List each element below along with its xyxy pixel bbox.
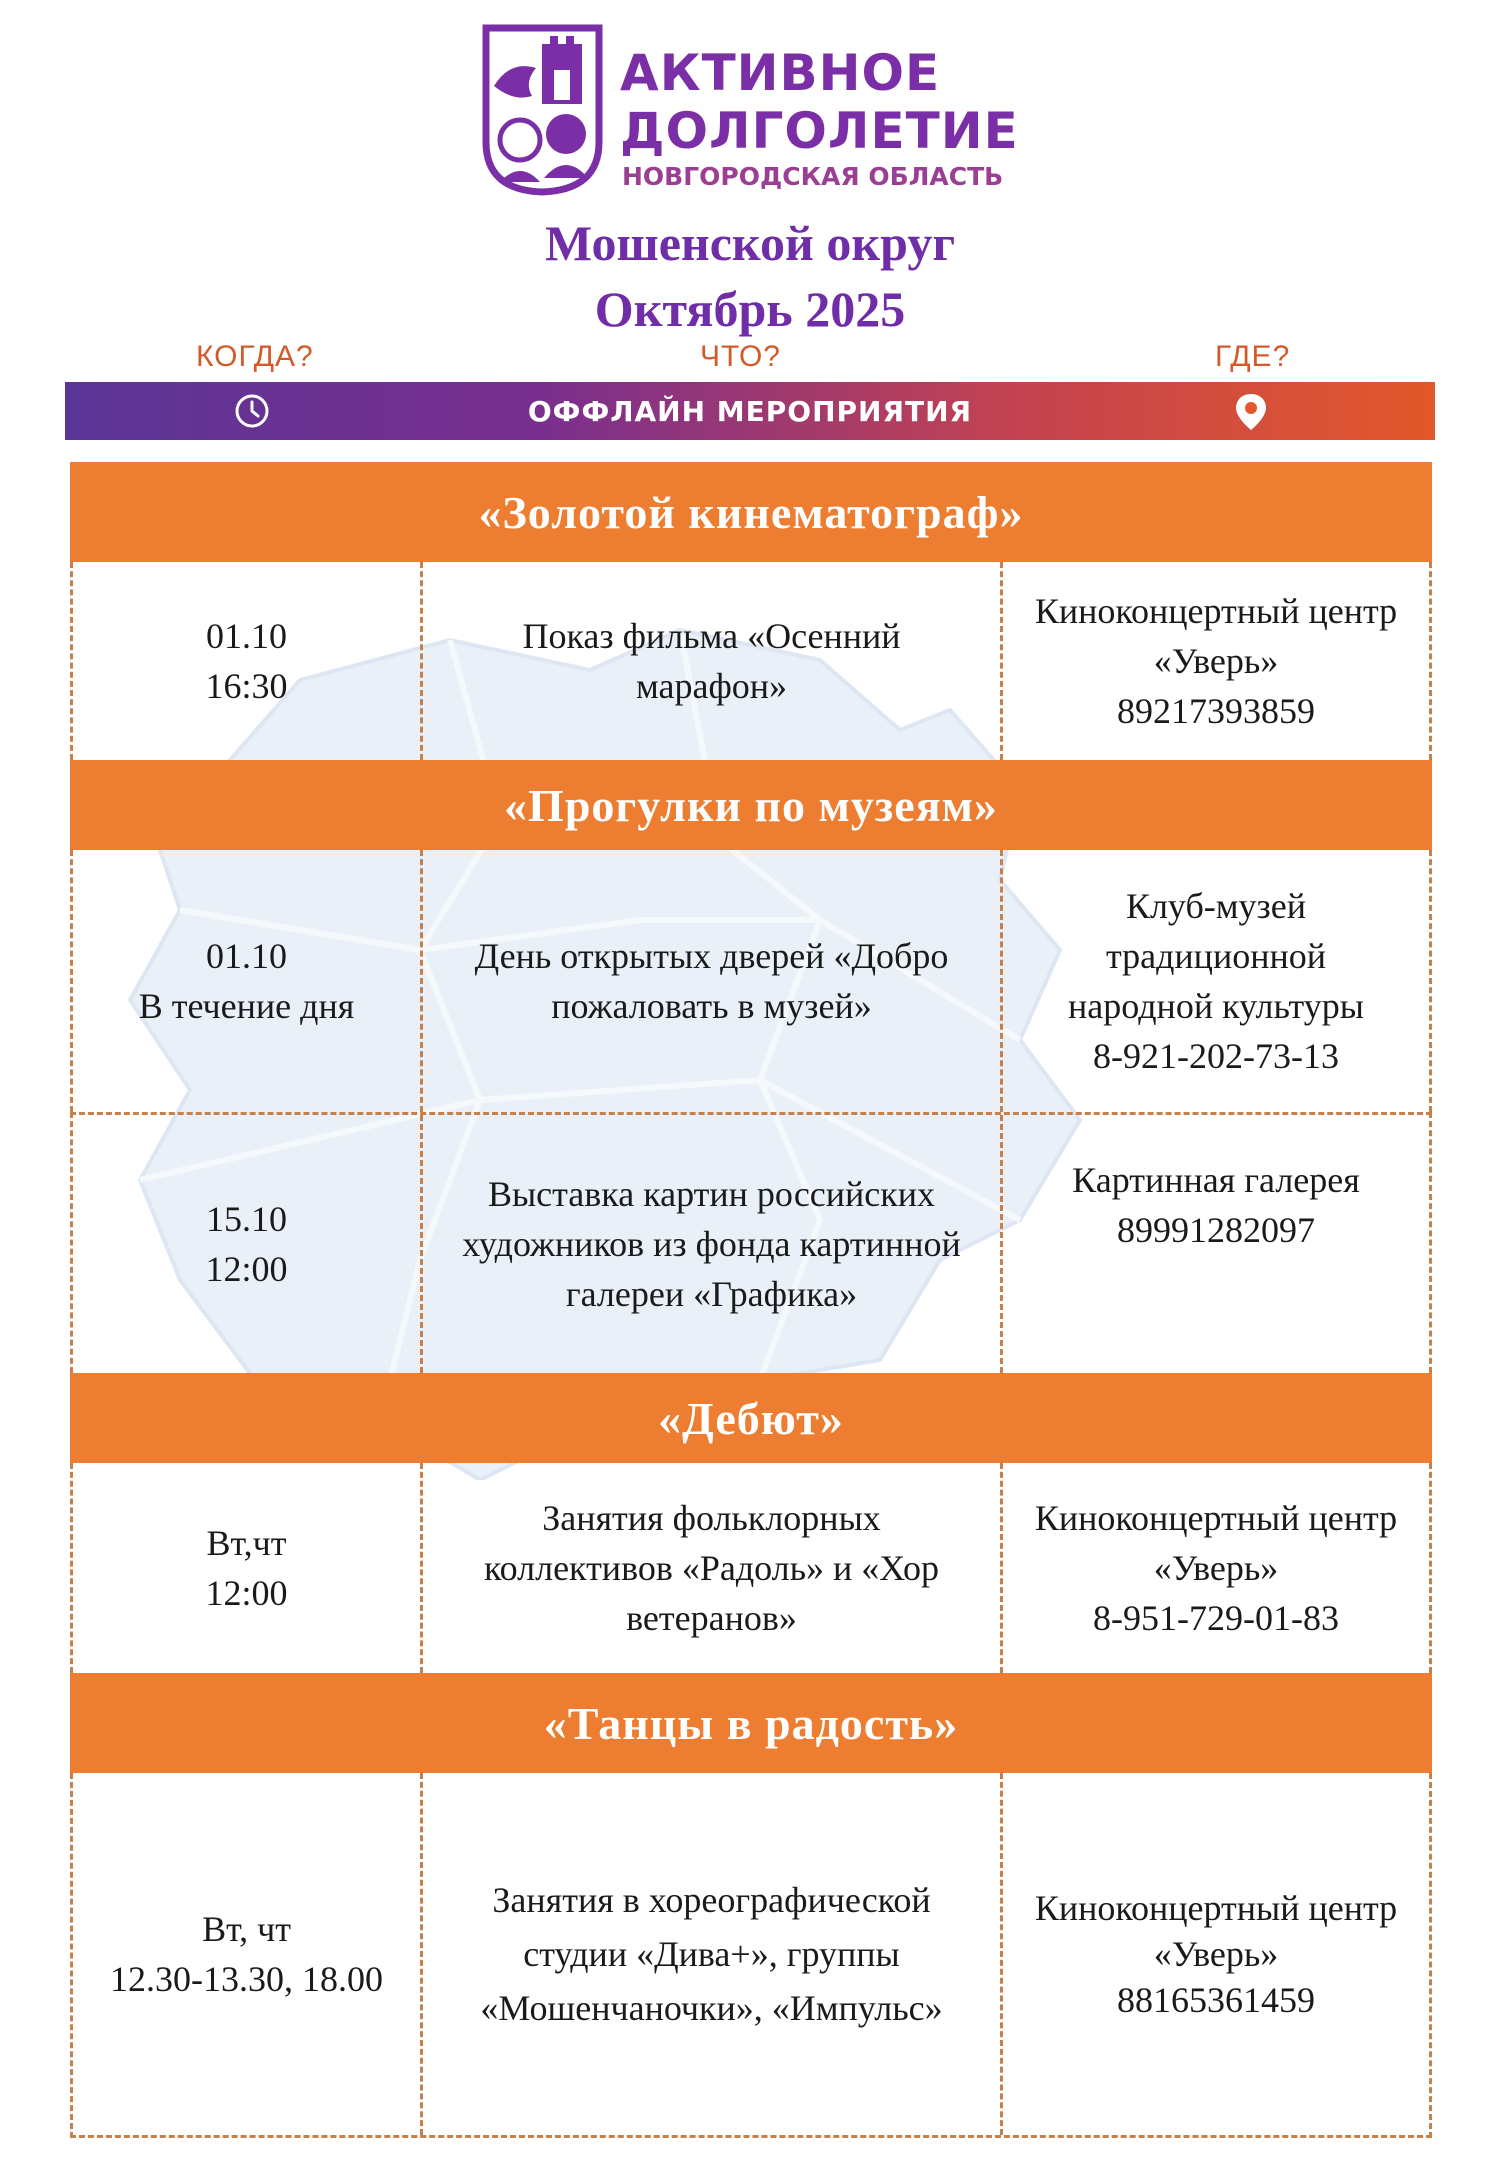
event-when: 15.10 12:00 [73, 1115, 423, 1373]
event-what: Занятия в хореографической студии «Дива+», группы «Мошенчаночки», «Импульс» [423, 1773, 1003, 2135]
clock-icon [233, 392, 271, 430]
location-pin-icon [1233, 392, 1269, 432]
logo-emblem-icon [480, 22, 605, 197]
category-header: «Дебют» [70, 1373, 1432, 1463]
category-header: «Прогулки по музеям» [70, 760, 1432, 850]
logo [480, 22, 1040, 197]
event-row [70, 1773, 1432, 2138]
schedule-table [70, 462, 1432, 2138]
event-where: Киноконцертный центр «Уверь» 88165361459 [1034, 1888, 1398, 2020]
column-label-what: ЧТО? [700, 340, 781, 373]
column-label-when: КОГДА? [196, 340, 314, 373]
logo-region-line: НОВГОРОДСКАЯ ОБЛАСТЬ [622, 162, 1004, 191]
event-where: Киноконцертный центр «Уверь» 8-951-729-01-83 [1034, 1498, 1398, 1638]
event-when: 01.10 В течение дня [73, 850, 423, 1112]
event-when: Вт, чт 12.30-13.30, 18.00 [73, 1773, 423, 2135]
column-label-where: ГДЕ? [1215, 340, 1291, 373]
page-title-month: Октябрь 2025 [594, 281, 906, 337]
event-what: Показ фильма «Осенний марафон» [423, 562, 1003, 760]
page-title-district: Мошенской округ [544, 215, 956, 271]
event-row [70, 1463, 1432, 1673]
event-where: Картинная галерея 89991282097 [1072, 1160, 1360, 1250]
banner-title: ОФФЛАЙН МЕРОПРИЯТИЯ [527, 394, 973, 428]
offline-events-banner [65, 382, 1435, 440]
logo-line-2: ДОЛГОЛЕТИЕ [620, 102, 1019, 160]
event-what: Занятия фольклорных коллективов «Радоль» и «Хор ветеранов» [423, 1463, 1003, 1673]
event-where: Клуб-музей традиционной народной культуры 8-921-202-73-13 [1068, 886, 1364, 1076]
category-header: «Золотой кинематограф» [70, 462, 1432, 562]
event-where: Киноконцертный центр «Уверь» 89217393859 [1034, 591, 1398, 731]
event-when: Вт,чт 12:00 [73, 1463, 423, 1673]
event-row [70, 562, 1432, 760]
event-row [70, 850, 1432, 1112]
category-header: «Танцы в радость» [70, 1673, 1432, 1773]
event-what: Выставка картин российских художников из фонда картинной галереи «Графика» [423, 1115, 1003, 1373]
event-row [70, 1112, 1432, 1373]
event-when: 01.10 16:30 [73, 562, 423, 760]
logo-line-1: АКТИВНОЕ [620, 44, 941, 102]
event-what: День открытых дверей «Добро пожаловать в музей» [423, 850, 1003, 1112]
